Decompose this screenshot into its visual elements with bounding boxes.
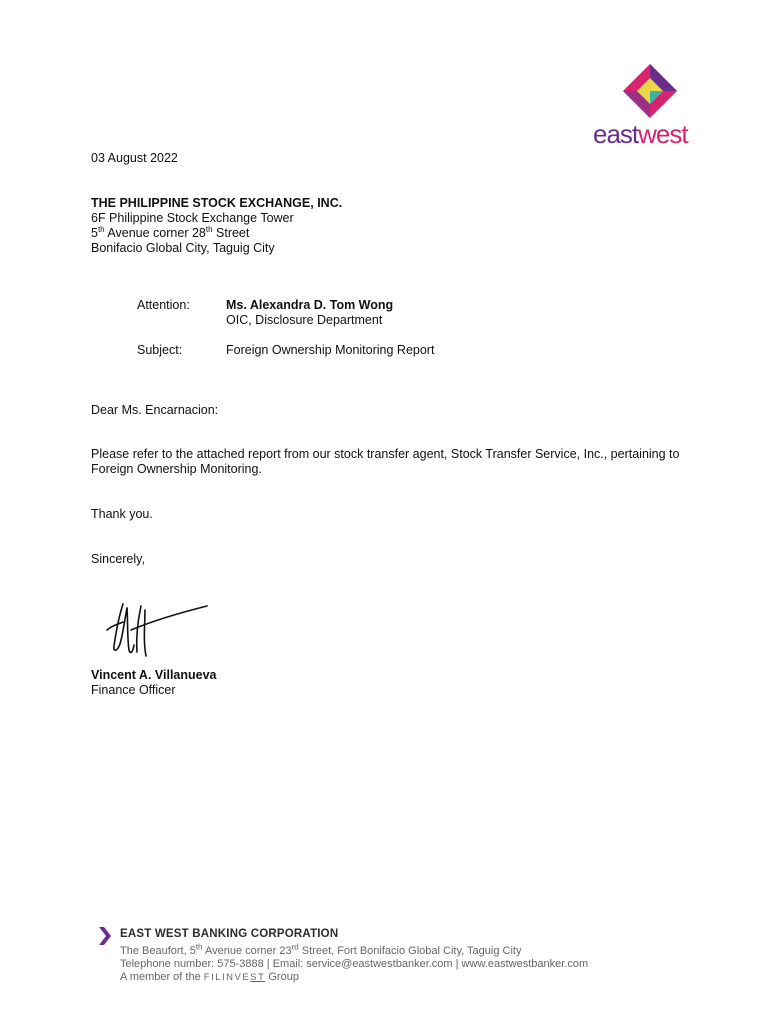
thanks-line: Thank you. xyxy=(91,507,153,521)
salutation: Dear Ms. Encarnacion: xyxy=(91,403,219,417)
recipient-address-line-2: 5th Avenue corner 28th Street xyxy=(91,224,250,240)
subject-label: Subject: xyxy=(137,343,183,357)
footer-member-line: A member of the FILINVEST Group xyxy=(120,971,299,983)
recipient-address-line-3: Bonifacio Global City, Taguig City xyxy=(91,241,275,255)
footer-contact: Telephone number: 575-3888 | Email: service@eastwestbanker.com | www.eastwestbanker.com xyxy=(120,958,589,970)
eastwest-logo-mark-icon xyxy=(593,62,708,120)
recipient-address-line-1: 6F Philippine Stock Exchange Tower xyxy=(91,211,294,225)
handwritten-signature xyxy=(105,600,210,658)
signer-block xyxy=(91,668,217,698)
letter-date: 03 August 2022 xyxy=(91,151,178,165)
eastwest-logo xyxy=(593,62,708,150)
footer-company-name: EAST WEST BANKING CORPORATION xyxy=(120,928,339,940)
recipient-name: THE PHILIPPINE STOCK EXCHANGE, INC. xyxy=(91,196,343,210)
subject-value: Foreign Ownership Monitoring Report xyxy=(226,343,435,357)
signer-title: Finance Officer xyxy=(91,683,176,697)
letter-body: Please refer to the attached report from our stock transfer agent, Stock Transfer Service, Inc., pertaining to Foreign Ownership Monitoring. xyxy=(91,447,680,476)
footer-address: The Beaufort, 5th Avenue corner 23rd Street, Fort Bonifacio Global City, Taguig City xyxy=(120,942,522,957)
attention-title: OIC, Disclosure Department xyxy=(226,313,383,327)
chevron-right-icon xyxy=(98,926,112,946)
filinvest-brand: FILINVEST xyxy=(203,972,266,983)
attention-label: Attention: xyxy=(137,298,190,312)
attention-name: Ms. Alexandra D. Tom Wong xyxy=(226,298,394,312)
signer-name: Vincent A. Villanueva xyxy=(91,668,217,682)
recipient-address xyxy=(91,196,342,256)
eastwest-logo-wordmark: eastwest xyxy=(593,119,688,149)
attention-value xyxy=(226,298,393,328)
closing-line: Sincerely, xyxy=(91,552,145,566)
